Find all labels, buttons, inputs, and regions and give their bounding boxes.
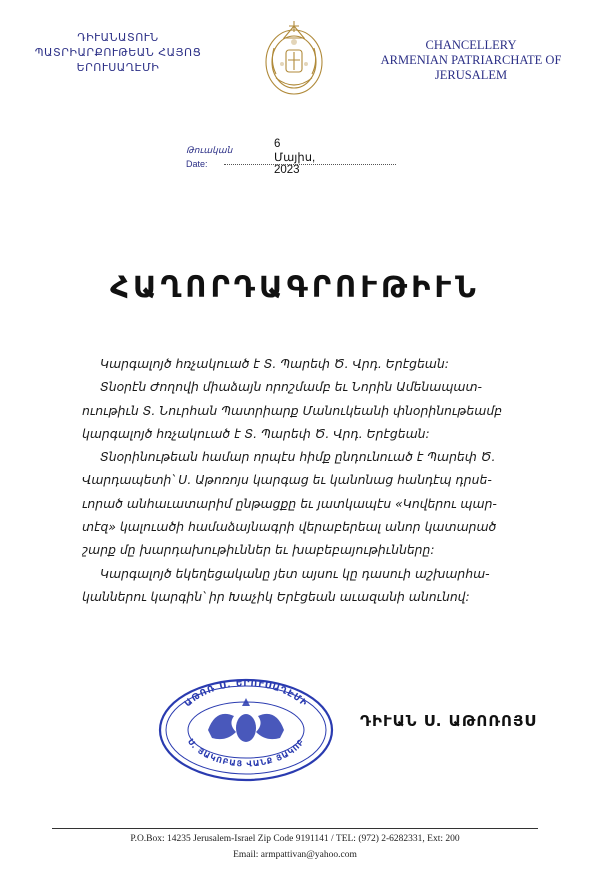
- letterhead-arm-line: ԴԻՒԱՆԱՏՈՒՆ: [77, 31, 159, 44]
- body-text: [82, 352, 534, 608]
- seal-top-text: ԱԹՈՌ Ս. ԵՐՈՒՍԱՂԷՄԻ: [182, 678, 310, 710]
- seal-bottom-text: Ս. ՅԱԿՈԲԱՅ ՎԱՆՔ ՅԱԿՈԲ: [185, 736, 307, 769]
- patriarchate-crest-icon: [262, 18, 326, 98]
- body-line: կարգալոյծ հռչակուած է Տ. Պարեփ Ծ. Վրդ. Երէցեան:: [82, 425, 430, 441]
- body-line: Տնօրինութեան համար որպէս հիմք ընդունուած է Պարեփ Ծ.: [100, 449, 496, 465]
- signatory-name: ԴԻՒԱՆ Ս. ԱԹՈՌՈՅՍ: [360, 712, 537, 730]
- letterhead-english: [360, 38, 582, 83]
- body-line: շարք մը խարդախութիւններ եւ խաբեբայութիւնները:: [82, 542, 435, 558]
- letterhead-en-line: CHANCELLERY: [425, 38, 517, 52]
- letterhead-en-line: ARMENIAN PATRIARCHATE OF: [380, 53, 562, 67]
- body-line: Կարգալոյծ հռչակուած է Տ. Պարեփ Ծ. Վրդ. Երէցեան:: [100, 356, 449, 371]
- body-line: Տնօրէն Ժողովի միաձայն որոշմամբ եւ Նորին Ամենապատ-: [100, 379, 483, 395]
- date-dotted-line: [224, 164, 396, 165]
- body-line: Կարգալոյծ եկեղեցականը յետ այսու կը դասուի աշխարհա-: [100, 565, 490, 581]
- body-line: կաններու կարգին՝ իր Խաչիկ Երէցեան աւազանի անունով:: [82, 588, 470, 604]
- body-line: Վարդապետի՝ Ս. Աթոռոյս կարգաց եւ կանոնաց հանդէպ դրսե-: [82, 472, 492, 488]
- footer-email: Email: armpattivan@yahoo.com: [233, 850, 357, 860]
- letterhead-arm-line: ՊԱՏՐԻԱՐՔՈՒԹԵԱՆ ՀԱՅՈՑ: [34, 46, 202, 59]
- document-title: ՀԱՂՈՐԴԱԳՐՈՒԹԻՒՆ: [110, 270, 480, 304]
- letterhead-arm-line: ԵՐՈՒՍԱՂԷՄԻ: [76, 61, 160, 74]
- footer-address: P.O.Box: 14235 Jerusalem-Israel Zip Code 9191141 / TEL: (972) 2-6282331, Ext: 200: [130, 834, 460, 844]
- official-seal-icon: [156, 672, 336, 782]
- date-value: 6 Մայիս, 2023: [274, 138, 316, 176]
- body-line: տէզ» կալուածի համաձայնագրի վերաբերեալ անոր կատարած: [82, 519, 497, 535]
- body-line: ւորած անհաւատարիմ ընթացքը եւ յատկապէս «Կովերու պար-: [82, 495, 497, 511]
- date-block: [186, 138, 316, 176]
- footer-divider: [52, 828, 538, 829]
- date-label-english: Date:: [186, 159, 208, 169]
- body-line: ուութիւն Տ. Նուրհան Պատրիարք Մանուկեանի փնօրինութեամբ: [82, 402, 503, 418]
- date-label-armenian: Թուական: [186, 145, 233, 155]
- letterhead-armenian: [28, 30, 208, 75]
- letterhead-en-line: JERUSALEM: [434, 68, 508, 82]
